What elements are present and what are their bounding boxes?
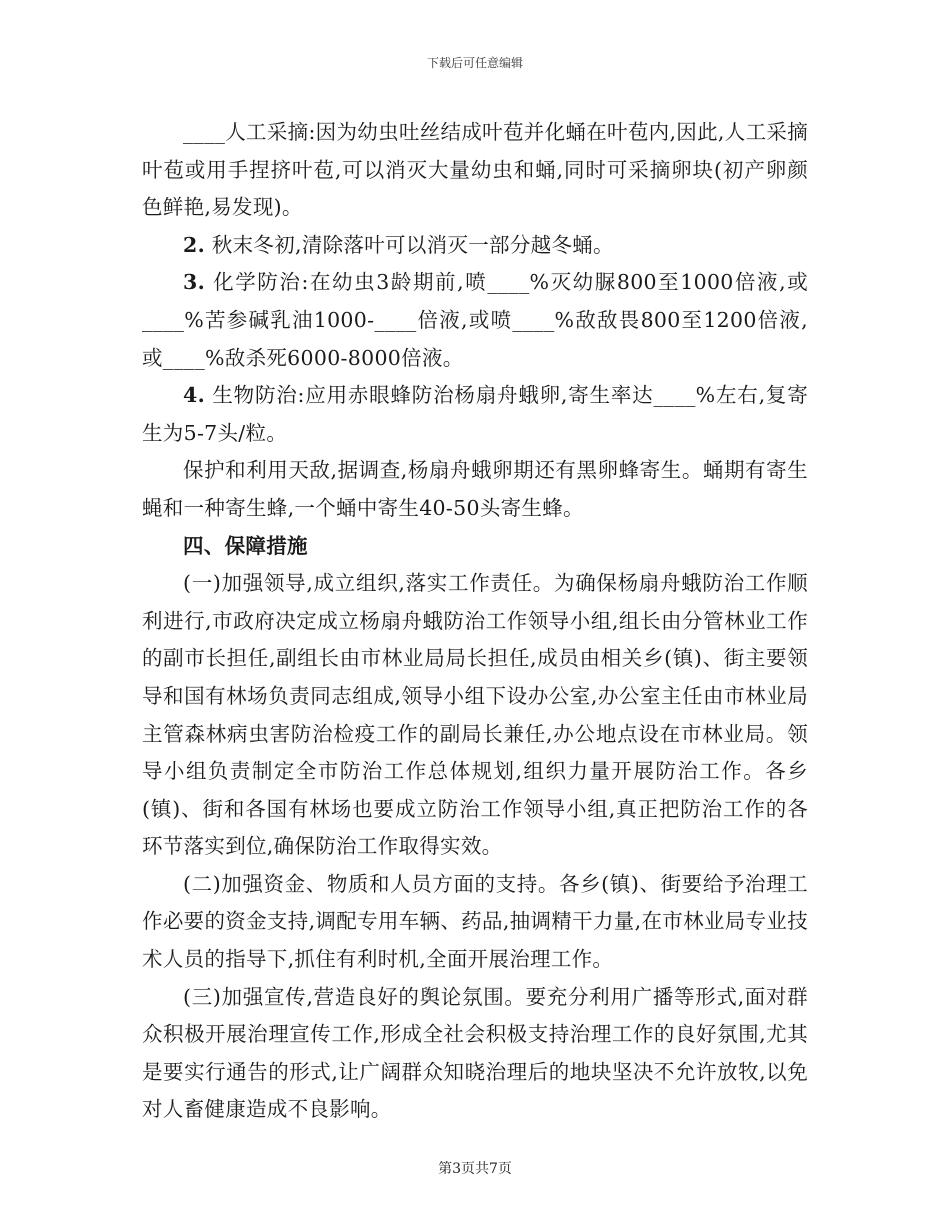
page-header: 下载后可任意编辑	[426, 56, 523, 70]
measure-publicity: (三)加强宣传,营造良好的舆论氛围。要充分利用广播等形式,面对群众积极开展治理宣传工作,形成全社会积极支持治理工作的良好氛围,尤其是要实行通告的形式,让广阔群众知晓治理后的地块坚决不允许放牧,以免对人畜健康造成不良影响。	[142, 984, 808, 1122]
measure-leadership: (一)加强领导,成立组织,落实工作责任。为确保杨扇舟蛾防治工作顺利进行,市政府决定成立杨扇舟蛾防治工作领导小组,组长由分管林业工作的副市长担任,副组长由市林业局局长担任,成员由相关乡(镇)、街主要领导和国有林场负责同志组成,领导小组下设办公室,办公室主任由市林业局主管森林病虫害防治检疫工作的副局长兼任,办公地点设在市林业局。领导小组负责制定全市防治工作总体规划,组织力量开展防治工作。各乡(镇)、街和各国有林场也要成立防治工作领导小组,真正把防治工作的各环节落实到位,确保防治工作取得实效。	[142, 571, 808, 859]
paragraph-text: 保护和利用天敌,据调查,杨扇舟蛾卵期还有黑卵蜂寄生。蛹期有寄生蝇和一种寄生蜂,一个蛹中寄生40-50头寄生蜂。	[142, 458, 808, 520]
paragraph-manual-picking	[142, 114, 808, 227]
paragraph-number: 4.	[183, 383, 206, 408]
paragraph-text: ____人工采摘:因为幼虫吐丝结成叶苞并化蛹在叶苞内,因此,人工采摘叶苞或用手捏挤叶苞,可以消灭大量幼虫和蛹,同时可采摘卵块(初产卵颜色鲜艳,易发现)。	[142, 120, 808, 220]
document-body	[142, 114, 808, 1129]
paragraph-number: 2.	[183, 232, 206, 257]
paragraph-text: 秋末冬初,清除落叶可以消灭一部分越冬蛹。	[205, 232, 614, 257]
paragraph-number: 3.	[183, 270, 206, 295]
paragraph-text: 化学防治:在幼虫3龄期前,喷____%灭幼脲800至1000倍液,或____%苦参碱乳油1000-____倍液,或喷____%敌敌畏800至1200倍液,或____%敌杀死6000-8000倍液。	[142, 270, 808, 370]
measure-support: (二)加强资金、物质和人员方面的支持。各乡(镇)、街要给予治理工作必要的资金支持,调配专用车辆、药品,抽调精干力量,在市林业局专业技术人员的指导下,抓住有利时机,全面开展治理工作。	[142, 871, 808, 972]
paragraph-chemical-control	[142, 264, 808, 377]
section-heading: 四、保障措施	[183, 533, 308, 558]
paragraph-natural-enemies	[142, 452, 808, 527]
paragraph-biological-control	[142, 377, 808, 452]
page-footer: 第3页共7页	[438, 1161, 512, 1177]
paragraph-text: 生物防治:应用赤眼蜂防治杨扇舟蛾卵,寄生率达____%左右,复寄生为5-7头/粒。	[142, 383, 808, 445]
paragraph-clear-leaves	[142, 227, 808, 265]
